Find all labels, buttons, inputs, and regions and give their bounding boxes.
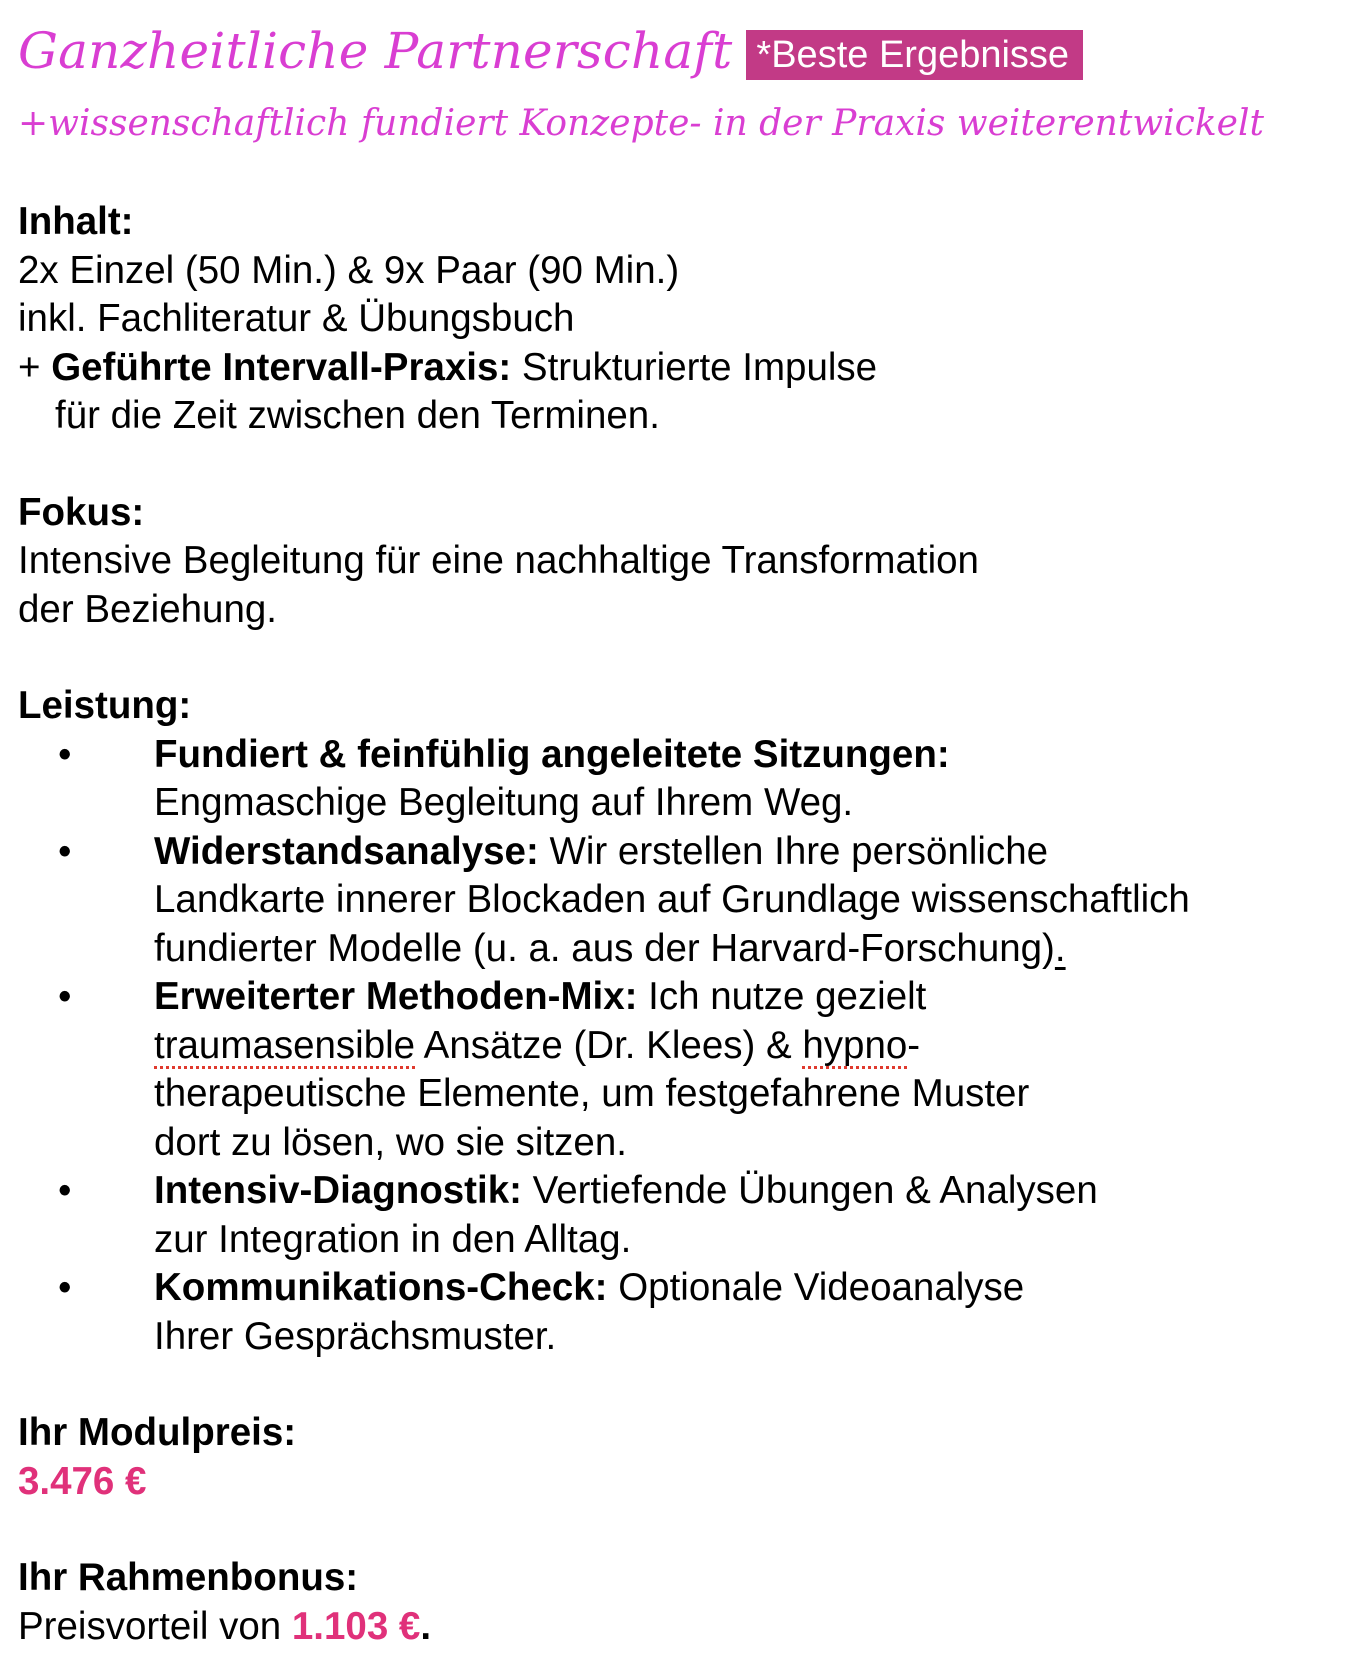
list-item [18, 1167, 1338, 1264]
page-subtitle: +wissenschaftlich fundiert Konzepte- in der Praxis weiterentwickelt [18, 103, 1264, 144]
item-bold: Widerstandsanalyse: [154, 829, 539, 873]
bullet-icon: • [58, 975, 72, 1018]
modulpreis-heading: Ihr Modulpreis: [18, 1411, 297, 1454]
practice-bold: Geführte Intervall-Praxis: [51, 345, 512, 389]
best-results-badge: *Beste Ergebnisse [746, 30, 1083, 80]
item-bold: Erweiterter Methoden-Mix: [154, 975, 638, 1018]
bullet-icon: • [58, 829, 72, 873]
list-item [18, 828, 1338, 974]
item-bold: Intensiv-Diagnostik: [154, 1169, 522, 1212]
leistung-list [18, 731, 1338, 1362]
item-text: Wir erstellen Ihre persönliche [538, 829, 1049, 873]
section-rahmenbonus [18, 1554, 1338, 1651]
item-text: Ihrer Gesprächsmuster. [154, 1314, 557, 1358]
item-text: Optionale Videoanalyse [607, 1266, 1025, 1309]
inhalt-line-literature: inkl. Fachliteratur & Übungsbuch [18, 297, 575, 340]
item-text: zur Integration in den Alltag. [154, 1217, 632, 1261]
item-text: therapeutische Elemente, um festgefahrene Muster [154, 1072, 1030, 1115]
title-row [18, 22, 1338, 90]
page-title: Ganzheitliche Partnerschaft [18, 22, 733, 80]
item-text: Vertiefende Übungen & Analysen [521, 1169, 1098, 1212]
item-text: fundierter Modelle (u. a. aus der Harvard-Forschung) [154, 926, 1055, 970]
spellcheck-word: traumasensible [154, 1023, 416, 1067]
item-bold: Kommunikations-Check: [154, 1266, 608, 1309]
fokus-line-1: Intensive Begleitung für eine nachhaltige Transformation [18, 539, 979, 582]
item-hyphen: - [907, 1023, 921, 1067]
rahmenbonus-prefix: Preisvorteil von [18, 1604, 292, 1648]
fokus-heading: Fokus: [18, 490, 145, 534]
modulpreis-value: 3.476 € [18, 1459, 147, 1503]
section-modulpreis [18, 1409, 1338, 1506]
inhalt-line-practice-cont: für die Zeit zwischen den Terminen. [55, 394, 660, 437]
section-inhalt [18, 198, 1338, 441]
inhalt-heading: Inhalt: [18, 200, 134, 243]
list-item [18, 731, 1338, 828]
inhalt-line-sessions: 2x Einzel (50 Min.) & 9x Paar (90 Min.) [18, 248, 680, 292]
fokus-line-2: der Beziehung. [18, 587, 277, 631]
section-leistung [18, 682, 1338, 1361]
item-bold: Fundiert & feinfühlig angeleitete Sitzungen: [154, 732, 950, 776]
item-text: Ich nutze gezielt [637, 975, 927, 1018]
bullet-icon: • [58, 1266, 72, 1309]
spellcheck-word: hypno [802, 1023, 908, 1067]
item-period: . [1054, 926, 1066, 970]
inhalt-line-practice [18, 344, 1338, 393]
bullet-icon: • [58, 732, 72, 776]
item-text: Engmaschige Begleitung auf Ihrem Weg. [154, 781, 854, 824]
rahmenbonus-heading: Ihr Rahmenbonus: [18, 1556, 359, 1599]
rahmenbonus-line [18, 1603, 1338, 1652]
list-item [18, 1264, 1338, 1361]
rahmenbonus-suffix: . [420, 1604, 432, 1648]
document [18, 22, 1338, 1651]
item-text: Ansätze (Dr. Klees) & [415, 1023, 803, 1067]
bullet-icon: • [58, 1169, 72, 1212]
practice-text: Strukturierte Impulse [511, 345, 878, 389]
list-item [18, 973, 1338, 1167]
plus-sign: + [18, 345, 52, 389]
leistung-heading: Leistung: [18, 684, 192, 727]
rahmenbonus-amount: 1.103 € [291, 1604, 421, 1648]
section-fokus [18, 489, 1338, 635]
item-text: Landkarte innerer Blockaden auf Grundlage wissenschaftlich [154, 878, 1190, 921]
item-text: dort zu lösen, wo sie sitzen. [154, 1120, 627, 1164]
